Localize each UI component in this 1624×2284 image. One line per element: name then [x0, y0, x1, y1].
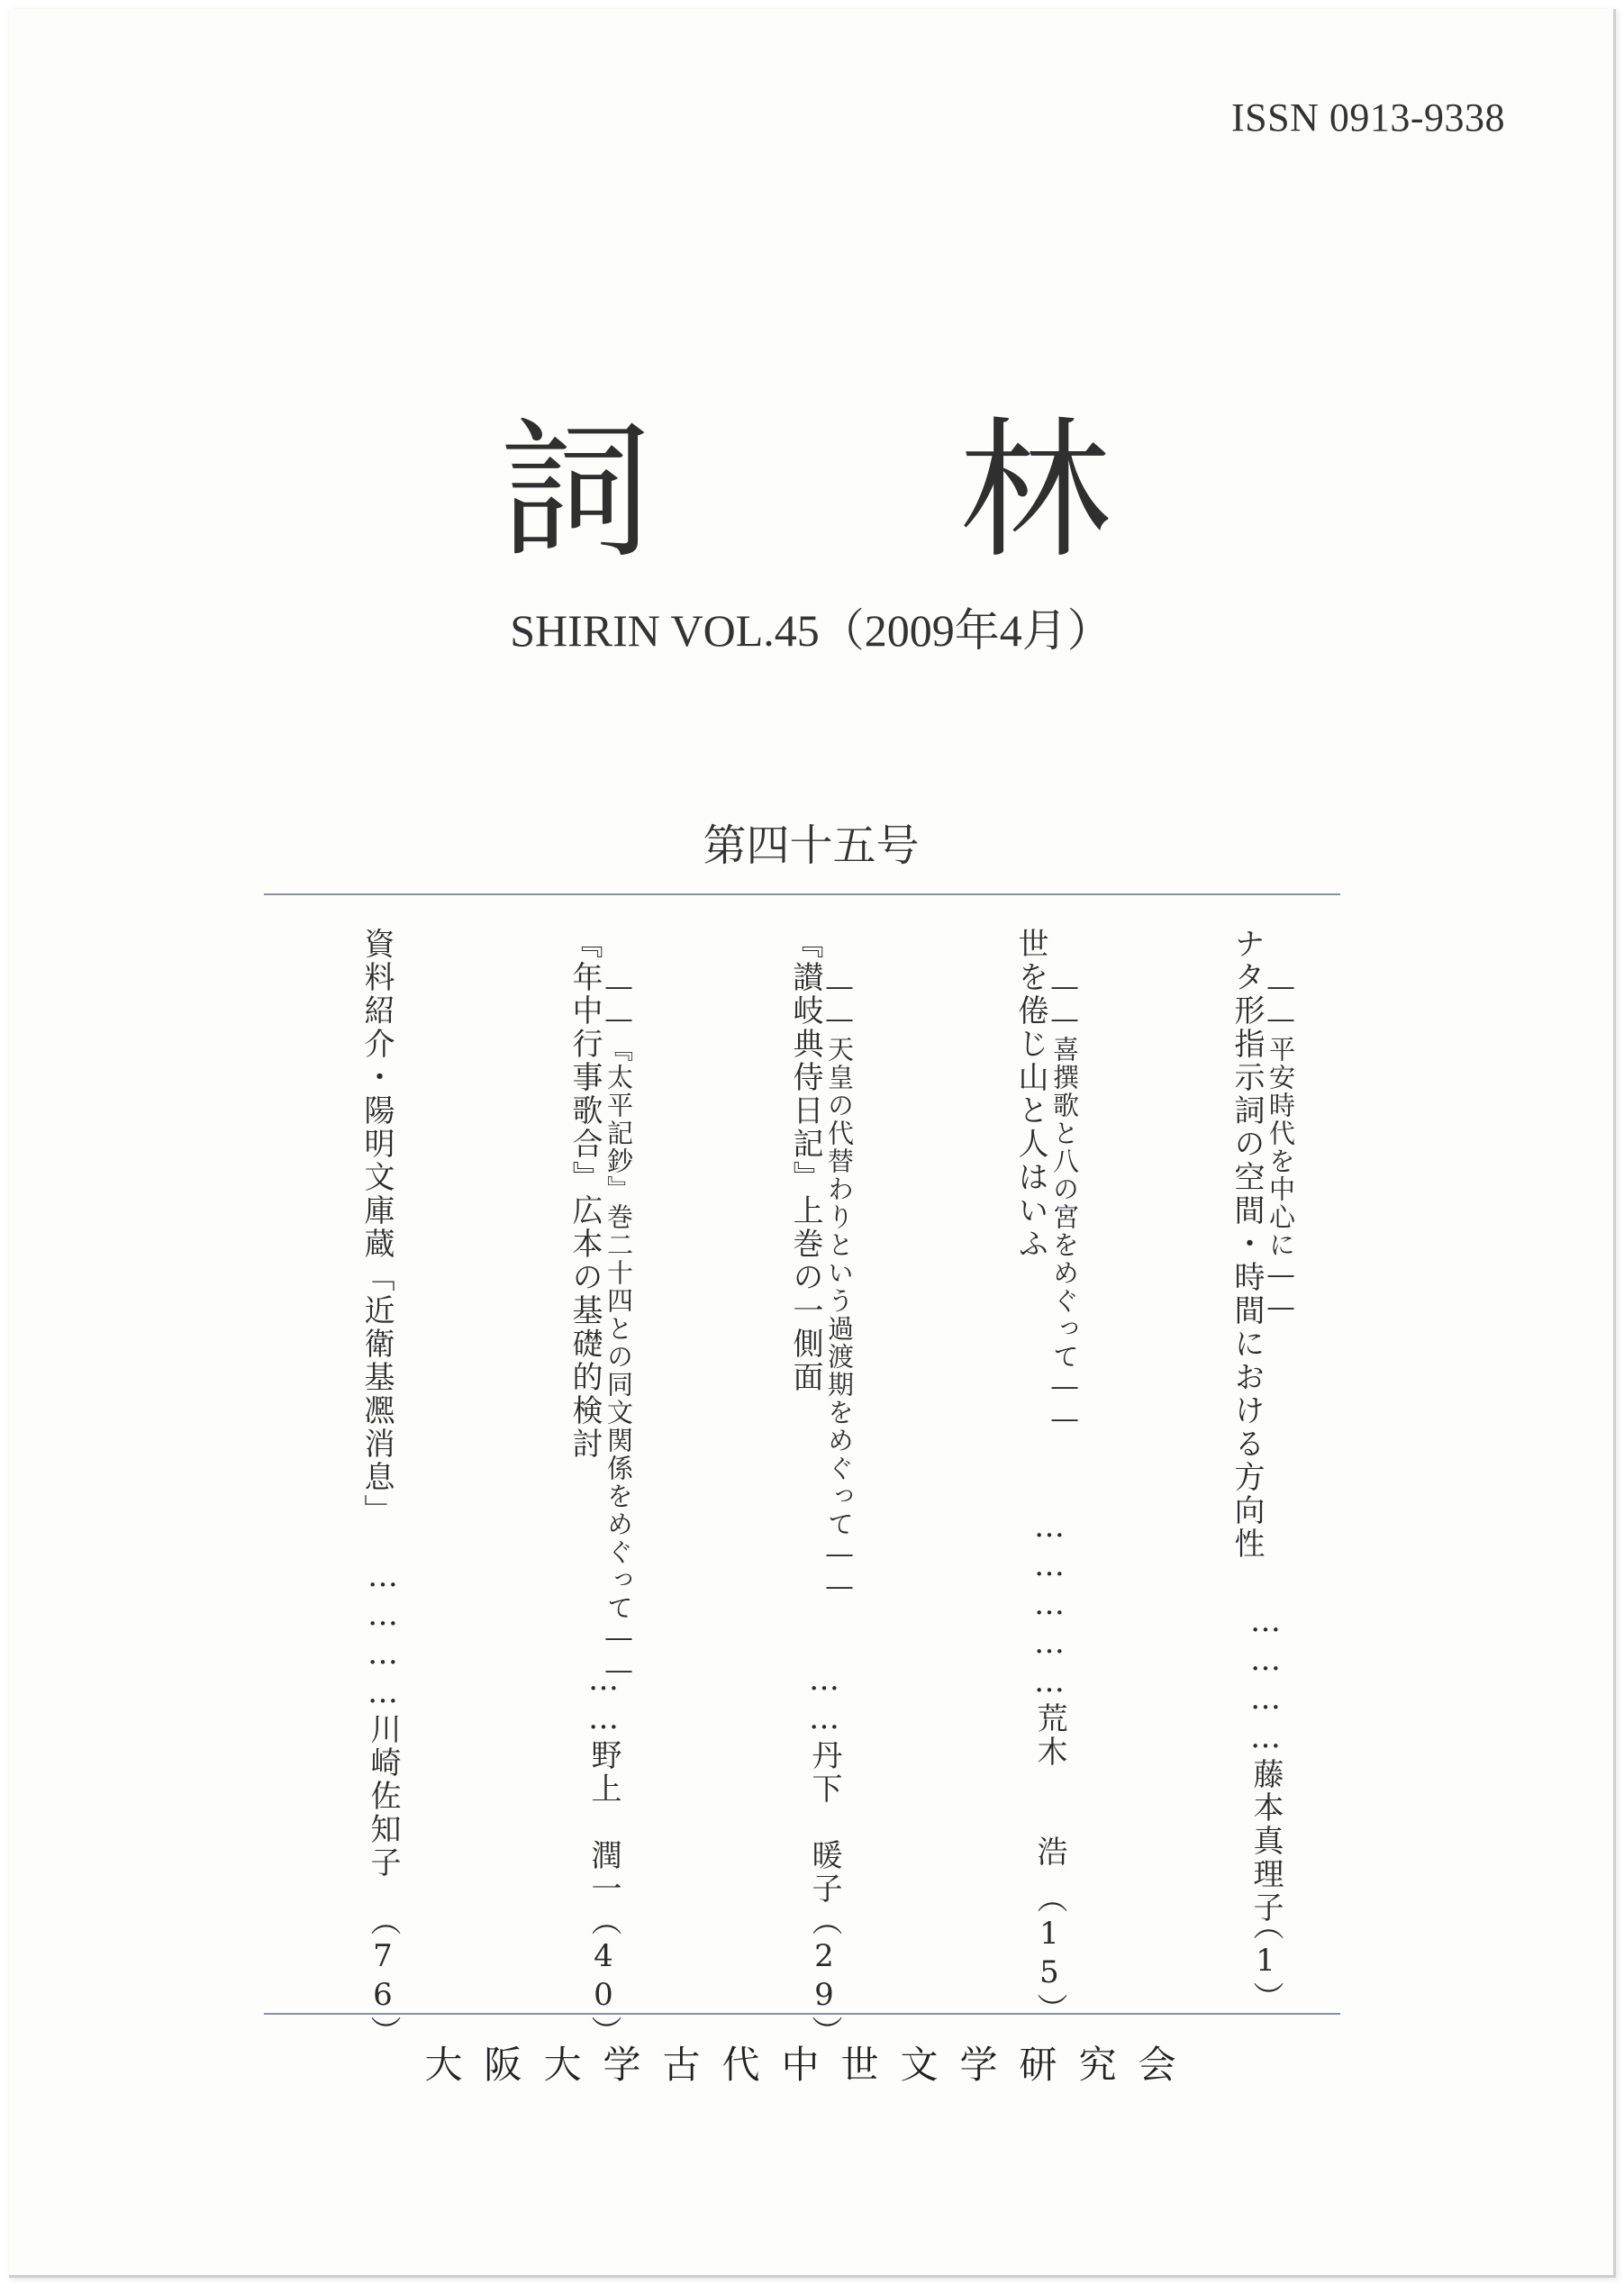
- toc-entry-3-page: （29）: [806, 1905, 842, 2049]
- issn-number: ISSN 0913-9338: [1230, 95, 1505, 140]
- toc-entry-subtitle: ――平安時代を中心に――: [1266, 971, 1296, 1324]
- toc-entry-title: 『年中行事歌合』広本の基礎的検討: [567, 928, 603, 1461]
- toc-entry-1-author: …………藤本真理子: [1247, 1603, 1284, 1925]
- toc-entry-4-author: ……野上 潤一: [585, 1662, 621, 1906]
- toc-entry-subtitle: ――天皇の代替わりという過渡期をめぐって――: [824, 971, 855, 1603]
- toc-entry-title: 『讃岐典侍日記』上巻の一側面: [787, 928, 823, 1394]
- toc-entry-subtitle: ――『太平記鈔』巻二十四との同文関係をめぐって――: [603, 971, 634, 1687]
- toc-entry-2-page: （15）: [1031, 1882, 1067, 2026]
- volume-subtitle: SHIRIN VOL.45（2009年4月）: [510, 605, 1112, 656]
- toc-entry-5-author: …………川崎佐知子: [365, 1558, 401, 1880]
- table-of-contents: [264, 928, 1340, 2049]
- journal-title: [500, 403, 1130, 579]
- top-divider: [264, 893, 1340, 895]
- bottom-divider: [264, 2013, 1340, 2015]
- title-char-1: 詞: [500, 403, 651, 579]
- issue-number: 第四十五号: [703, 820, 920, 871]
- toc-entry-3-author: ……丹下 暖子: [806, 1662, 842, 1906]
- publisher-name: 大阪大学古代中世文学研究会: [424, 2043, 1198, 2087]
- toc-entry-title: 資料紹介・陽明文庫蔵「近衛基凞消息」: [358, 928, 395, 1527]
- title-char-2: 林: [959, 403, 1111, 579]
- toc-entry-subtitle: ――喜撰歌と八の宮をめぐって――: [1049, 971, 1080, 1436]
- toc-entry-4-page: （40）: [585, 1905, 621, 2049]
- toc-entry-1-page: （1）: [1247, 1909, 1284, 2015]
- toc-entry-5-page: （76）: [365, 1905, 401, 2049]
- toc-entry-title: 世を倦じ山と人はいふ: [1012, 928, 1048, 1261]
- toc-entry-2-author: ……………荒木 浩: [1031, 1509, 1067, 1869]
- toc-entry-title: ナタ形指示詞の空間・時間における方向性: [1229, 928, 1265, 1561]
- journal-cover: [9, 9, 1616, 2278]
